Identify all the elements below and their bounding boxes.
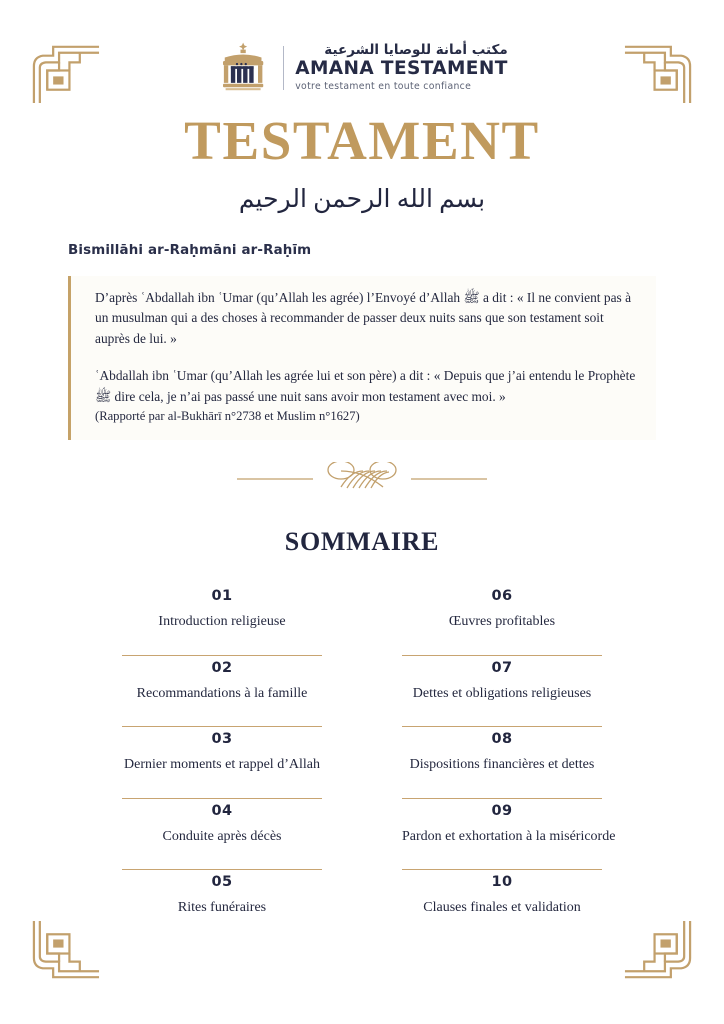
- hadith-quote-block: [68, 276, 656, 440]
- corner-ornament-bottom-right: [622, 918, 696, 992]
- toc-item[interactable]: [122, 727, 322, 799]
- toc-item-number: 03: [211, 731, 233, 747]
- toc-item-label: Introduction religieuse: [158, 614, 286, 630]
- toc-item-number: 05: [211, 874, 233, 890]
- toc-item-label: Pardon et exhortation à la miséricorde: [402, 828, 616, 844]
- toc-item-number: 01: [211, 588, 233, 604]
- toc-item[interactable]: [122, 584, 322, 656]
- sommaire-heading: SOMMAIRE: [284, 527, 440, 556]
- toc-item-label: Dernier moments et rappel d’Allah: [124, 757, 320, 773]
- toc-item-label: Rites funéraires: [177, 900, 267, 916]
- toc-item-label: Œuvres profitables: [448, 614, 556, 630]
- toc-item-number: 09: [491, 802, 513, 819]
- table-of-contents: [122, 584, 616, 942]
- page-title: TESTAMENT: [184, 110, 540, 171]
- toc-item-number: 06: [491, 588, 513, 604]
- logo-text-group: [295, 42, 508, 94]
- rope-knot-divider-icon: [237, 462, 487, 496]
- toc-item-number: 07: [491, 659, 513, 676]
- toc-item-number: 02: [211, 659, 233, 676]
- toc-item[interactable]: [402, 584, 602, 656]
- brand-arabic-name: مكتب أمانة للوصايا الشرعية: [324, 42, 508, 59]
- logo-lockup[interactable]: [216, 40, 508, 96]
- brand-name: AMANA TESTAMENT: [295, 58, 508, 80]
- hadith-paragraph-2: ʿAbdallah ibn ʿUmar (qu’Allah les agrée lui et son père) a dit : « Depuis que j’ai entendu le Prophète ﷺ dire cela, je n’ai pas passé une nuit sans avoir mon testament avec moi. »: [95, 368, 636, 404]
- brand-header: [0, 40, 724, 96]
- basmala-transliteration: Bismillāhi ar-Raḥmāni ar-Raḥīm: [68, 243, 312, 258]
- toc-item[interactable]: [122, 799, 322, 871]
- toc-item-label: Dispositions financières et dettes: [409, 757, 595, 773]
- pillar-emblem-icon: [216, 40, 272, 96]
- toc-item[interactable]: [122, 870, 322, 942]
- hadith-paragraph-1: D’après ʿAbdallah ibn ʿUmar (qu’Allah les agrée) l’Envoyé d’Allah ﷺ a dit : « Il ne convient pas à un musulman qui a des choses à recommander de passer deux nuits sans que son testament soit auprès de lui. »: [95, 290, 632, 346]
- toc-item-label: Conduite après décès: [162, 828, 282, 844]
- toc-item[interactable]: [402, 870, 602, 942]
- hadith-source-citation: (Rapporté par al-Bukhārī n°2738 et Muslim n°1627): [95, 408, 360, 423]
- toc-item[interactable]: [402, 727, 602, 799]
- toc-item-number: 08: [491, 731, 513, 747]
- toc-item-number: 10: [491, 874, 513, 890]
- toc-item[interactable]: [402, 656, 602, 728]
- toc-item-label: Dettes et obligations religieuses: [412, 685, 592, 701]
- toc-item[interactable]: [402, 799, 616, 871]
- basmala-arabic: بسم الله الرحمن الرحيم: [238, 186, 486, 213]
- logo-divider: [283, 46, 284, 90]
- toc-item-label: Clauses finales et validation: [423, 900, 581, 916]
- toc-item[interactable]: [122, 656, 322, 728]
- toc-item-label: Recommandations à la famille: [136, 685, 308, 701]
- corner-ornament-bottom-left: [28, 918, 102, 992]
- brand-tagline: votre testament en toute confiance: [295, 80, 472, 92]
- toc-item-number: 04: [211, 802, 233, 819]
